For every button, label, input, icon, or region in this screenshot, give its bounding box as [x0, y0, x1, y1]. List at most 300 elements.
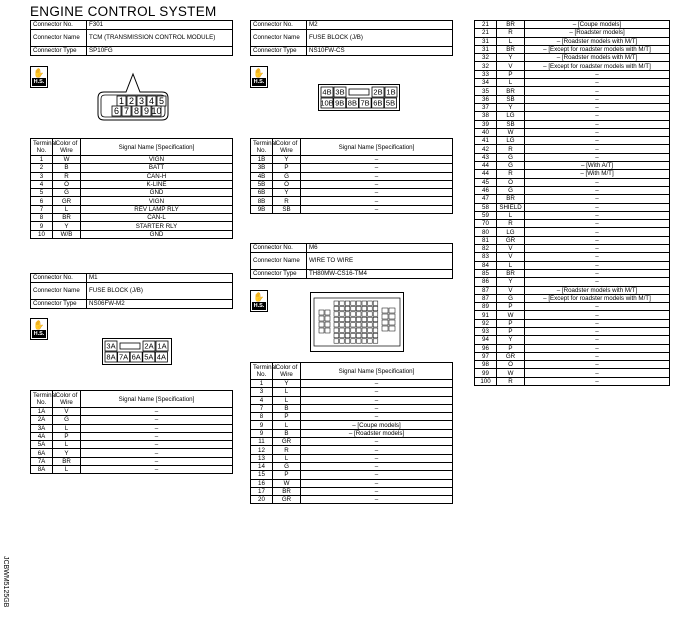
wire-color: P — [273, 471, 301, 479]
pin-cavity — [351, 333, 356, 337]
signal-name: – — [81, 466, 233, 474]
table-row — [475, 195, 670, 203]
terminal-no: 97 — [475, 352, 497, 360]
signal-name: – — [301, 487, 453, 495]
table-row — [31, 180, 233, 188]
wire-color: Y — [53, 449, 81, 457]
wire-color: Y — [53, 222, 81, 230]
wire-color: GR — [497, 236, 525, 244]
signal-name: K-LINE — [81, 180, 233, 188]
terminal-table-f301 — [30, 138, 233, 239]
pin-cavity — [334, 301, 339, 305]
pin-cavity — [345, 306, 350, 310]
wire-color: R — [497, 377, 525, 385]
table-row — [251, 487, 453, 495]
signal-name: GND — [81, 230, 233, 238]
signal-name: – — [301, 438, 453, 446]
signal-name: – — [525, 70, 670, 78]
wire-color: V — [497, 286, 525, 294]
wire-color: G — [497, 162, 525, 170]
wire-color: SHIELD — [497, 203, 525, 211]
pin-cavity — [389, 326, 395, 331]
pin-label: 6 — [113, 106, 120, 117]
table-row — [475, 186, 670, 194]
pin-label: 1B — [386, 87, 396, 97]
pin-cavity — [368, 301, 373, 305]
connector-diagram-f301 — [96, 72, 170, 122]
terminal-no: 16 — [251, 479, 273, 487]
signal-name: – — [81, 432, 233, 440]
wire-color: L — [273, 454, 301, 462]
wire-color: R — [273, 446, 301, 454]
pin-cavity — [368, 306, 373, 310]
pin-label: 5A — [144, 352, 154, 362]
pin-cavity — [362, 328, 367, 332]
connector-name: WIRE TO WIRE — [307, 253, 453, 270]
header-color-of-wire: Color of Wire — [53, 391, 81, 408]
signal-name: – — [525, 178, 670, 186]
terminal-no: 11 — [251, 438, 273, 446]
connector-diagram-m6 — [310, 292, 404, 352]
terminal-no: 58 — [475, 203, 497, 211]
wire-color: LG — [497, 228, 525, 236]
document-code: JCBWM5125GB — [2, 556, 9, 608]
signal-name: – [Roadster models] — [525, 29, 670, 37]
wire-color: R — [53, 172, 81, 180]
table-row — [475, 228, 670, 236]
table-row — [251, 429, 453, 437]
signal-name: – — [525, 128, 670, 136]
header-signal-name: Signal Name [Specification] — [301, 139, 453, 156]
table-row — [251, 404, 453, 412]
connector-info-m2 — [250, 20, 453, 56]
terminal-no: 8B — [251, 197, 273, 205]
signal-name: – — [81, 449, 233, 457]
pin-cavity — [319, 316, 324, 321]
signal-name: – — [301, 189, 453, 197]
terminal-no: 3A — [31, 424, 53, 432]
wire-color: L — [53, 441, 81, 449]
signal-name: – [Roadster models with M/T] — [525, 286, 670, 294]
pin-cavity — [373, 333, 378, 337]
header-terminal-no: Terminal No. — [31, 139, 53, 156]
table-row — [31, 230, 233, 238]
connector-no: M1 — [87, 274, 233, 283]
table-row — [251, 462, 453, 470]
header-color-of-wire: Color of Wire — [53, 139, 81, 156]
signal-name: – — [301, 197, 453, 205]
pin-cavity — [368, 312, 373, 316]
wire-color: W — [497, 369, 525, 377]
terminal-no: 5B — [251, 180, 273, 188]
signal-name: – — [301, 404, 453, 412]
signal-name: – — [301, 388, 453, 396]
table-row — [251, 454, 453, 462]
wire-color: GR — [273, 496, 301, 504]
signal-name: – [Coupe models] — [525, 21, 670, 29]
table-row — [475, 153, 670, 161]
terminal-no: 3B — [251, 164, 273, 172]
wire-color: L — [53, 424, 81, 432]
table-row — [475, 120, 670, 128]
pin-cavity — [356, 306, 361, 310]
table-row — [475, 87, 670, 95]
terminal-no: 10 — [31, 230, 53, 238]
header-terminal-no: Terminal No. — [251, 363, 273, 380]
signal-name: – — [525, 87, 670, 95]
wire-color: L — [497, 261, 525, 269]
table-row — [251, 156, 453, 164]
signal-name: – — [525, 145, 670, 153]
pin-cavity — [345, 317, 350, 321]
terminal-no: 12 — [251, 446, 273, 454]
terminal-no: 31 — [475, 45, 497, 53]
connector-type: SP10FG — [87, 47, 233, 56]
terminal-no: 80 — [475, 228, 497, 236]
signal-name: – [With A/T] — [525, 162, 670, 170]
wire-color: P — [497, 70, 525, 78]
pin-cavity — [362, 333, 367, 337]
wire-color: O — [53, 180, 81, 188]
table-row — [31, 457, 233, 465]
terminal-no: 34 — [475, 79, 497, 87]
label-connector-type: Connector Type — [251, 47, 307, 56]
signal-name: – — [525, 311, 670, 319]
terminal-no: 9 — [31, 222, 53, 230]
signal-name: – — [525, 153, 670, 161]
table-row — [31, 197, 233, 205]
table-row — [31, 214, 233, 222]
terminal-no: 8 — [31, 214, 53, 222]
terminal-no: 6A — [31, 449, 53, 457]
wire-color: R — [273, 197, 301, 205]
wire-color: Y — [497, 336, 525, 344]
terminal-no: 99 — [475, 369, 497, 377]
pin-cavity — [351, 312, 356, 316]
header-color-of-wire: Color of Wire — [273, 363, 301, 380]
pin-cavity — [334, 306, 339, 310]
wire-color: P — [497, 303, 525, 311]
wire-color: LG — [497, 112, 525, 120]
terminal-no: 1A — [31, 408, 53, 416]
pin-cavity — [325, 328, 330, 333]
pin-label: 8B — [347, 98, 357, 108]
terminal-no: 4A — [31, 432, 53, 440]
pin-label: 6A — [131, 352, 141, 362]
table-row — [475, 220, 670, 228]
wire-color: BR — [497, 87, 525, 95]
signal-name: – — [81, 457, 233, 465]
signal-name: – — [301, 180, 453, 188]
table-row — [251, 413, 453, 421]
wire-color: W — [53, 156, 81, 164]
table-row — [31, 156, 233, 164]
terminal-no: 32 — [475, 54, 497, 62]
signal-name: – — [525, 211, 670, 219]
wire-color: Y — [497, 54, 525, 62]
signal-name: – — [525, 137, 670, 145]
signal-name: – — [301, 454, 453, 462]
pin-cavity — [362, 323, 367, 327]
signal-name: VIGN — [81, 156, 233, 164]
wire-color: P — [497, 327, 525, 335]
signal-name: – [Roadster models] — [301, 429, 453, 437]
pin-cavity — [368, 339, 373, 343]
terminal-no: 31 — [475, 37, 497, 45]
header-signal-name: Signal Name [Specification] — [301, 363, 453, 380]
terminal-no: 96 — [475, 344, 497, 352]
signal-name: – — [81, 424, 233, 432]
table-row — [31, 441, 233, 449]
pin-label: 3A — [106, 341, 116, 351]
terminal-no: 5A — [31, 441, 53, 449]
pin-cavity — [345, 339, 350, 343]
connector-info-m1 — [30, 273, 233, 309]
wire-color: P — [273, 413, 301, 421]
signal-name: – [Roadster models with M/T] — [525, 54, 670, 62]
pin-cavity — [362, 301, 367, 305]
table-row — [475, 211, 670, 219]
table-row — [31, 164, 233, 172]
signal-name: – — [525, 203, 670, 211]
table-row — [251, 438, 453, 446]
wire-color: L — [273, 388, 301, 396]
table-row — [251, 479, 453, 487]
pin-cavity — [351, 328, 356, 332]
terminal-no: 42 — [475, 145, 497, 153]
signal-name: – — [301, 462, 453, 470]
signal-name: – — [81, 441, 233, 449]
table-row — [475, 352, 670, 360]
wire-color: SB — [273, 205, 301, 213]
pin-cavity — [340, 312, 345, 316]
signal-name: – [Except for roadster models with M/T] — [525, 62, 670, 70]
signal-name: – — [525, 278, 670, 286]
label-connector-type: Connector Type — [251, 270, 307, 279]
wire-color: SB — [497, 120, 525, 128]
terminal-no: 13 — [251, 454, 273, 462]
pin-blank — [120, 343, 140, 349]
table-row — [31, 424, 233, 432]
table-row — [475, 45, 670, 53]
table-row — [475, 203, 670, 211]
wire-color: G — [497, 294, 525, 302]
signal-name: – — [301, 496, 453, 504]
table-row — [31, 172, 233, 180]
pin-cavity — [351, 306, 356, 310]
table-row — [475, 369, 670, 377]
table-row — [475, 361, 670, 369]
pin-label: 7A — [119, 352, 129, 362]
terminal-no: 5 — [31, 189, 53, 197]
signal-name: – — [525, 369, 670, 377]
table-row — [475, 62, 670, 70]
signal-name: – — [525, 361, 670, 369]
terminal-no: 9 — [251, 421, 273, 429]
signal-name: – — [525, 228, 670, 236]
table-row — [475, 54, 670, 62]
wire-color: L — [273, 396, 301, 404]
wire-color: G — [53, 416, 81, 424]
pin-blank — [349, 89, 369, 95]
terminal-table-m2 — [250, 138, 453, 214]
terminal-no: 87 — [475, 286, 497, 294]
header-terminal-no: Terminal No. — [251, 139, 273, 156]
wire-color: L — [497, 211, 525, 219]
label-connector-name: Connector Name — [251, 253, 307, 270]
signal-name: – — [81, 416, 233, 424]
table-row — [475, 269, 670, 277]
terminal-no: 37 — [475, 103, 497, 111]
terminal-no: 3 — [31, 172, 53, 180]
table-row — [251, 471, 453, 479]
pin-label: 10 — [151, 106, 162, 117]
pin-cavity — [373, 323, 378, 327]
pin-cavity — [362, 306, 367, 310]
table-row — [475, 327, 670, 335]
pin-cavity — [373, 312, 378, 316]
terminal-no: 47 — [475, 195, 497, 203]
table-row — [475, 344, 670, 352]
terminal-no: 3 — [251, 388, 273, 396]
pin-cavity — [362, 312, 367, 316]
terminal-no: 46 — [475, 186, 497, 194]
signal-name: REV LAMP RLY — [81, 205, 233, 213]
pin-label: 3 — [138, 96, 145, 107]
pin-label: 2B — [373, 87, 383, 97]
header-signal-name: Signal Name [Specification] — [81, 391, 233, 408]
pin-cavity — [362, 339, 367, 343]
wire-color: P — [497, 319, 525, 327]
label-connector-name: Connector Name — [31, 283, 87, 300]
pin-cavity — [362, 317, 367, 321]
table-row — [251, 380, 453, 388]
pin-cavity — [368, 317, 373, 321]
terminal-no: 87 — [475, 294, 497, 302]
wire-color: LG — [497, 137, 525, 145]
wire-color: G — [497, 186, 525, 194]
pin-cavity — [382, 320, 388, 325]
terminal-no: 9 — [251, 429, 273, 437]
signal-name: – [Except for roadster models with M/T] — [525, 294, 670, 302]
table-row — [31, 466, 233, 474]
wire-color: R — [497, 145, 525, 153]
signal-name: – — [81, 408, 233, 416]
wire-color: SB — [497, 95, 525, 103]
page-title: ENGINE CONTROL SYSTEM — [30, 4, 217, 19]
signal-name: – — [301, 380, 453, 388]
signal-name: – — [301, 164, 453, 172]
connector-type: NS06FW-M2 — [87, 300, 233, 309]
wire-color: BR — [497, 195, 525, 203]
terminal-no: 38 — [475, 112, 497, 120]
table-row — [475, 79, 670, 87]
pin-cavity — [319, 310, 324, 315]
terminal-no: 6B — [251, 189, 273, 197]
hs-icon: ✋ H.S. — [250, 290, 270, 314]
pin-label: 3B — [335, 87, 345, 97]
wire-color: V — [53, 408, 81, 416]
pin-cavity — [382, 326, 388, 331]
signal-name: – — [301, 205, 453, 213]
table-row — [475, 236, 670, 244]
table-row — [475, 278, 670, 286]
pin-label: 1A — [157, 341, 167, 351]
wire-color: O — [497, 361, 525, 369]
terminal-no: 86 — [475, 278, 497, 286]
signal-name: – — [301, 396, 453, 404]
pin-cavity — [319, 328, 324, 333]
signal-name: – — [525, 220, 670, 228]
terminal-no: 4 — [31, 180, 53, 188]
label-connector-no: Connector No. — [31, 274, 87, 283]
pin-label: 5B — [385, 98, 396, 108]
wire-color: W — [273, 479, 301, 487]
pin-cavity — [368, 323, 373, 327]
signal-name: – — [301, 413, 453, 421]
table-row — [475, 261, 670, 269]
table-row — [475, 294, 670, 302]
wire-color: GR — [497, 352, 525, 360]
terminal-no: 1 — [251, 380, 273, 388]
signal-name: – — [525, 344, 670, 352]
wire-color: L — [273, 421, 301, 429]
signal-name: – [Roadster models with M/T] — [525, 37, 670, 45]
table-row — [475, 319, 670, 327]
pin-cavity — [382, 308, 388, 313]
signal-name: – — [525, 236, 670, 244]
wire-color: O — [273, 180, 301, 188]
pin-cavity — [373, 301, 378, 305]
signal-name: – — [525, 103, 670, 111]
terminal-no: 20 — [251, 496, 273, 504]
signal-name: – [Coupe models] — [301, 421, 453, 429]
connector-no: F301 — [87, 21, 233, 30]
table-row — [475, 112, 670, 120]
wire-color: V — [497, 62, 525, 70]
table-row — [475, 128, 670, 136]
connector-type: TH80MW-CS16-TM4 — [307, 270, 453, 279]
table-row — [475, 70, 670, 78]
wire-color: BR — [53, 457, 81, 465]
pin-label: 7B — [360, 98, 370, 108]
pin-cavity — [345, 328, 350, 332]
signal-name: – — [525, 120, 670, 128]
wire-color: L — [497, 37, 525, 45]
pin-cavity — [373, 339, 378, 343]
wire-color: B — [273, 404, 301, 412]
terminal-no: 81 — [475, 236, 497, 244]
pin-label: 4 — [148, 96, 155, 107]
signal-name: – — [301, 446, 453, 454]
wire-color: R — [497, 170, 525, 178]
signal-name: BATT — [81, 164, 233, 172]
pin-cavity — [373, 328, 378, 332]
signal-name: – — [525, 79, 670, 87]
pin-cavity — [340, 317, 345, 321]
terminal-no: 14 — [251, 462, 273, 470]
terminal-no: 94 — [475, 336, 497, 344]
terminal-no: 2 — [31, 164, 53, 172]
signal-name: – — [525, 253, 670, 261]
pin-cavity — [345, 312, 350, 316]
table-row — [251, 396, 453, 404]
table-row — [31, 189, 233, 197]
terminal-no: 89 — [475, 303, 497, 311]
signal-name: VIGN — [81, 197, 233, 205]
wire-color: W — [497, 311, 525, 319]
wire-color: GR — [273, 438, 301, 446]
